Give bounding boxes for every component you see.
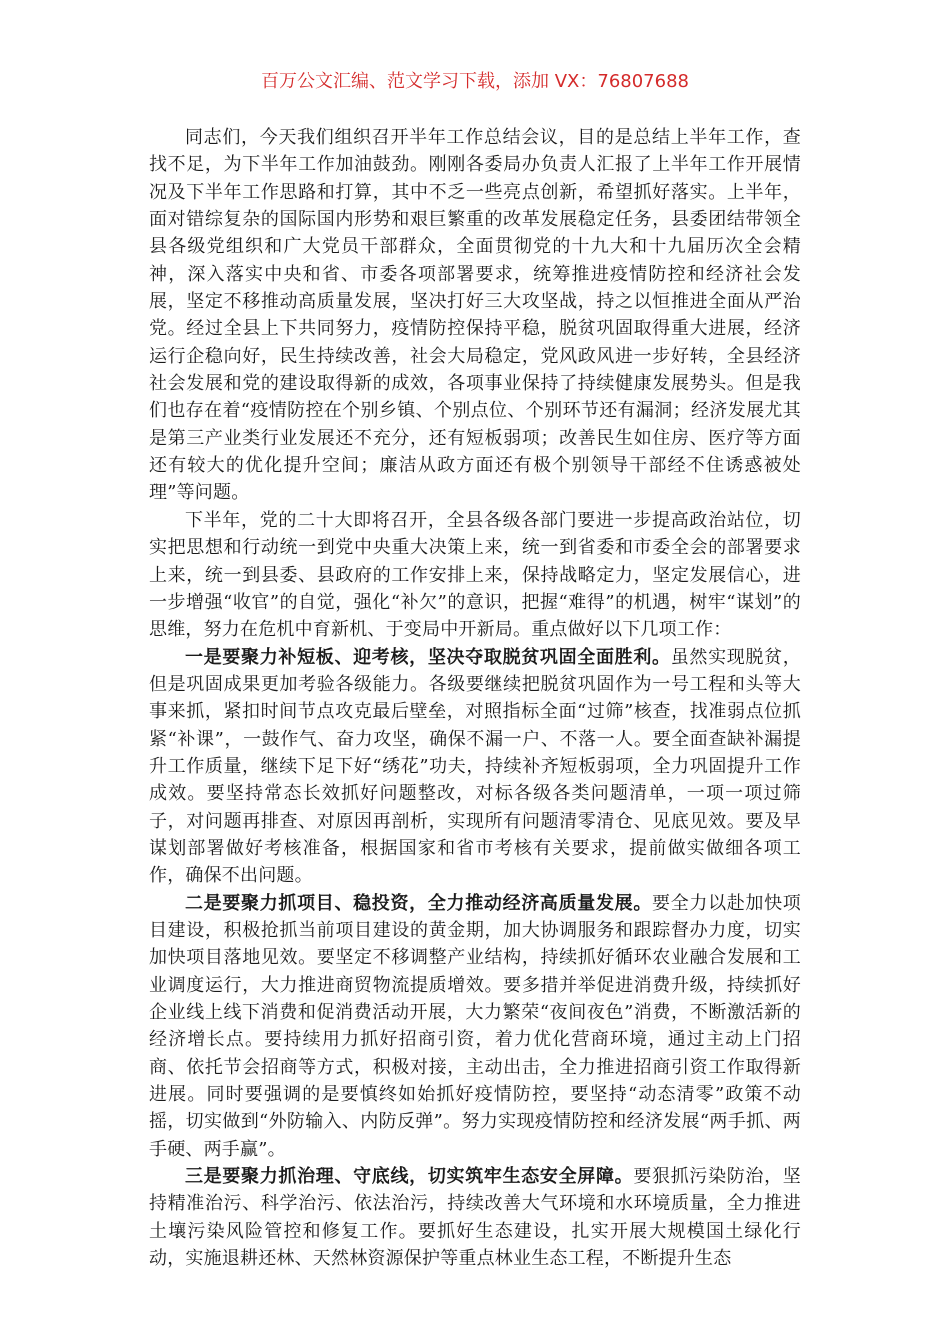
- paragraph: [149, 890, 801, 1163]
- paragraph-text: 虽然实现脱贫，但是巩固成果更加考验各级能力。各级要继续把脱贫巩固作为一号工程和头等大事来抓，紧扣时间节点攻克最后壁垒，对照指标全面“过筛”核查，找准弱点位抓紧“补课”，一鼓作气、奋力攻坚，确保不漏一户、不落一人。要全面查缺补漏提升工作质量，继续下足下好“绣花”功夫，持续补齐短板弱项，全力巩固提升工作成效。要坚持常态长效抓好问题整改，对标各级各类问题清单，一项一项过筛子，对问题再排查、对原因再剖析，实现所有问题清零清仓、见底见效。要及早谋划部署做好考核准备，根据国家和省市考核有关要求，提前做实做细各项工作，确保不出问题。: [149, 646, 801, 887]
- paragraph-lead: 一是要聚力补短板、迎考核，坚决夺取脱贫巩固全面胜利。: [185, 646, 671, 668]
- paragraph-text: 要全力以赴加快项目建设，积极抢抓当前项目建设的黄金期，加大协调服务和跟踪督办力度，切实加快项目落地见效。要坚定不移调整产业结构，持续抓好循环农业融合发展和工业调度运行，大力推进商贸物流提质增效。要多措并举促进消费升级，持续抓好企业线上线下消费和促消费活动开展，大力繁荣“夜间夜色”消费，不断激活新的经济增长点。要持续用力抓好招商引资，着力优化营商环境，通过主动上门招商、依托节会招商等方式，积极对接，主动出击，全力推进招商引资工作取得新进展。同时要强调的是要慎终如始抓好疫情防控，要坚持“动态清零”政策不动摇，切实做到“外防输入、内防反弹”。努力实现疫情防控和经济发展“两手抓、两手硬、两手赢”。: [149, 892, 801, 1160]
- paragraph-text: 下半年，党的二十大即将召开，全县各级各部门要进一步提高政治站位，切实把思想和行动统一到党中央重大决策上来，统一到省委和市委全会的部署要求上来，统一到县委、县政府的工作安排上来，保持战略定力，坚定发展信心，进一步增强“收官”的自觉，强化“补欠”的意识，把握“难得”的机遇，树牢“谋划”的思维，努力在危机中育新机、于变局中开新局。重点做好以下几项工作：: [149, 509, 801, 641]
- header-banner: 百万公文汇编、范文学习下载，添加 VX：76807688: [261, 71, 689, 92]
- paragraph: [149, 1163, 801, 1272]
- paragraph-lead: 三是要聚力抓治理、守底线，切实筑牢生态安全屏障。: [185, 1166, 634, 1188]
- paragraph: [149, 507, 801, 644]
- paragraph-text: 同志们，今天我们组织召开半年工作总结会议，目的是总结上半年工作，查找不足，为下半年工作加油鼓劲。刚刚各委局办负责人汇报了上半年工作开展情况及下半年工作思路和打算，其中不乏一些亮点创新，希望抓好落实。上半年，面对错综复杂的国际国内形势和艰巨繁重的改革发展稳定任务，县委团结带领全县各级党组织和广大党员干部群众，全面贯彻党的十九大和十九届历次全会精神，深入落实中央和省、市委各项部署要求，统筹推进疫情防控和经济社会发展，坚定不移推动高质量发展，坚决打好三大攻坚战，持之以恒推进全面从严治党。经过全县上下共同努力，疫情防控保持平稳，脱贫巩固取得重大进展，经济运行企稳向好，民生持续改善，社会大局稳定，党风政风进一步好转，全县经济社会发展和党的建设取得新的成效，各项事业保持了持续健康发展势头。但是我们也存在着“疫情防控在个别乡镇、个别点位、个别环节还有漏洞；经济发展尤其是第三产业类行业发展还不充分，还有短板弱项；改善民生如住房、医疗等方面还有较大的优化提升空间；廉洁从政方面还有极个别领导干部经不住诱惑被处理”等问题。: [149, 127, 801, 504]
- paragraph-lead: 二是要聚力抓项目、稳投资，全力推动经济高质量发展。: [185, 892, 653, 914]
- document-body: [149, 124, 801, 1272]
- paragraph: [149, 644, 801, 890]
- paragraph-text: 要狠抓污染防治，坚持精准治污、科学治污、依法治污，持续改善大气环境和水环境质量，全力推进土壤污染风险管控和修复工作。要抓好生态建设，扎实开展大规模国土绿化行动，实施退耕还林、天然林资源保护等重点林业生态工程，不断提升生态: [149, 1166, 801, 1270]
- paragraph: [149, 124, 801, 507]
